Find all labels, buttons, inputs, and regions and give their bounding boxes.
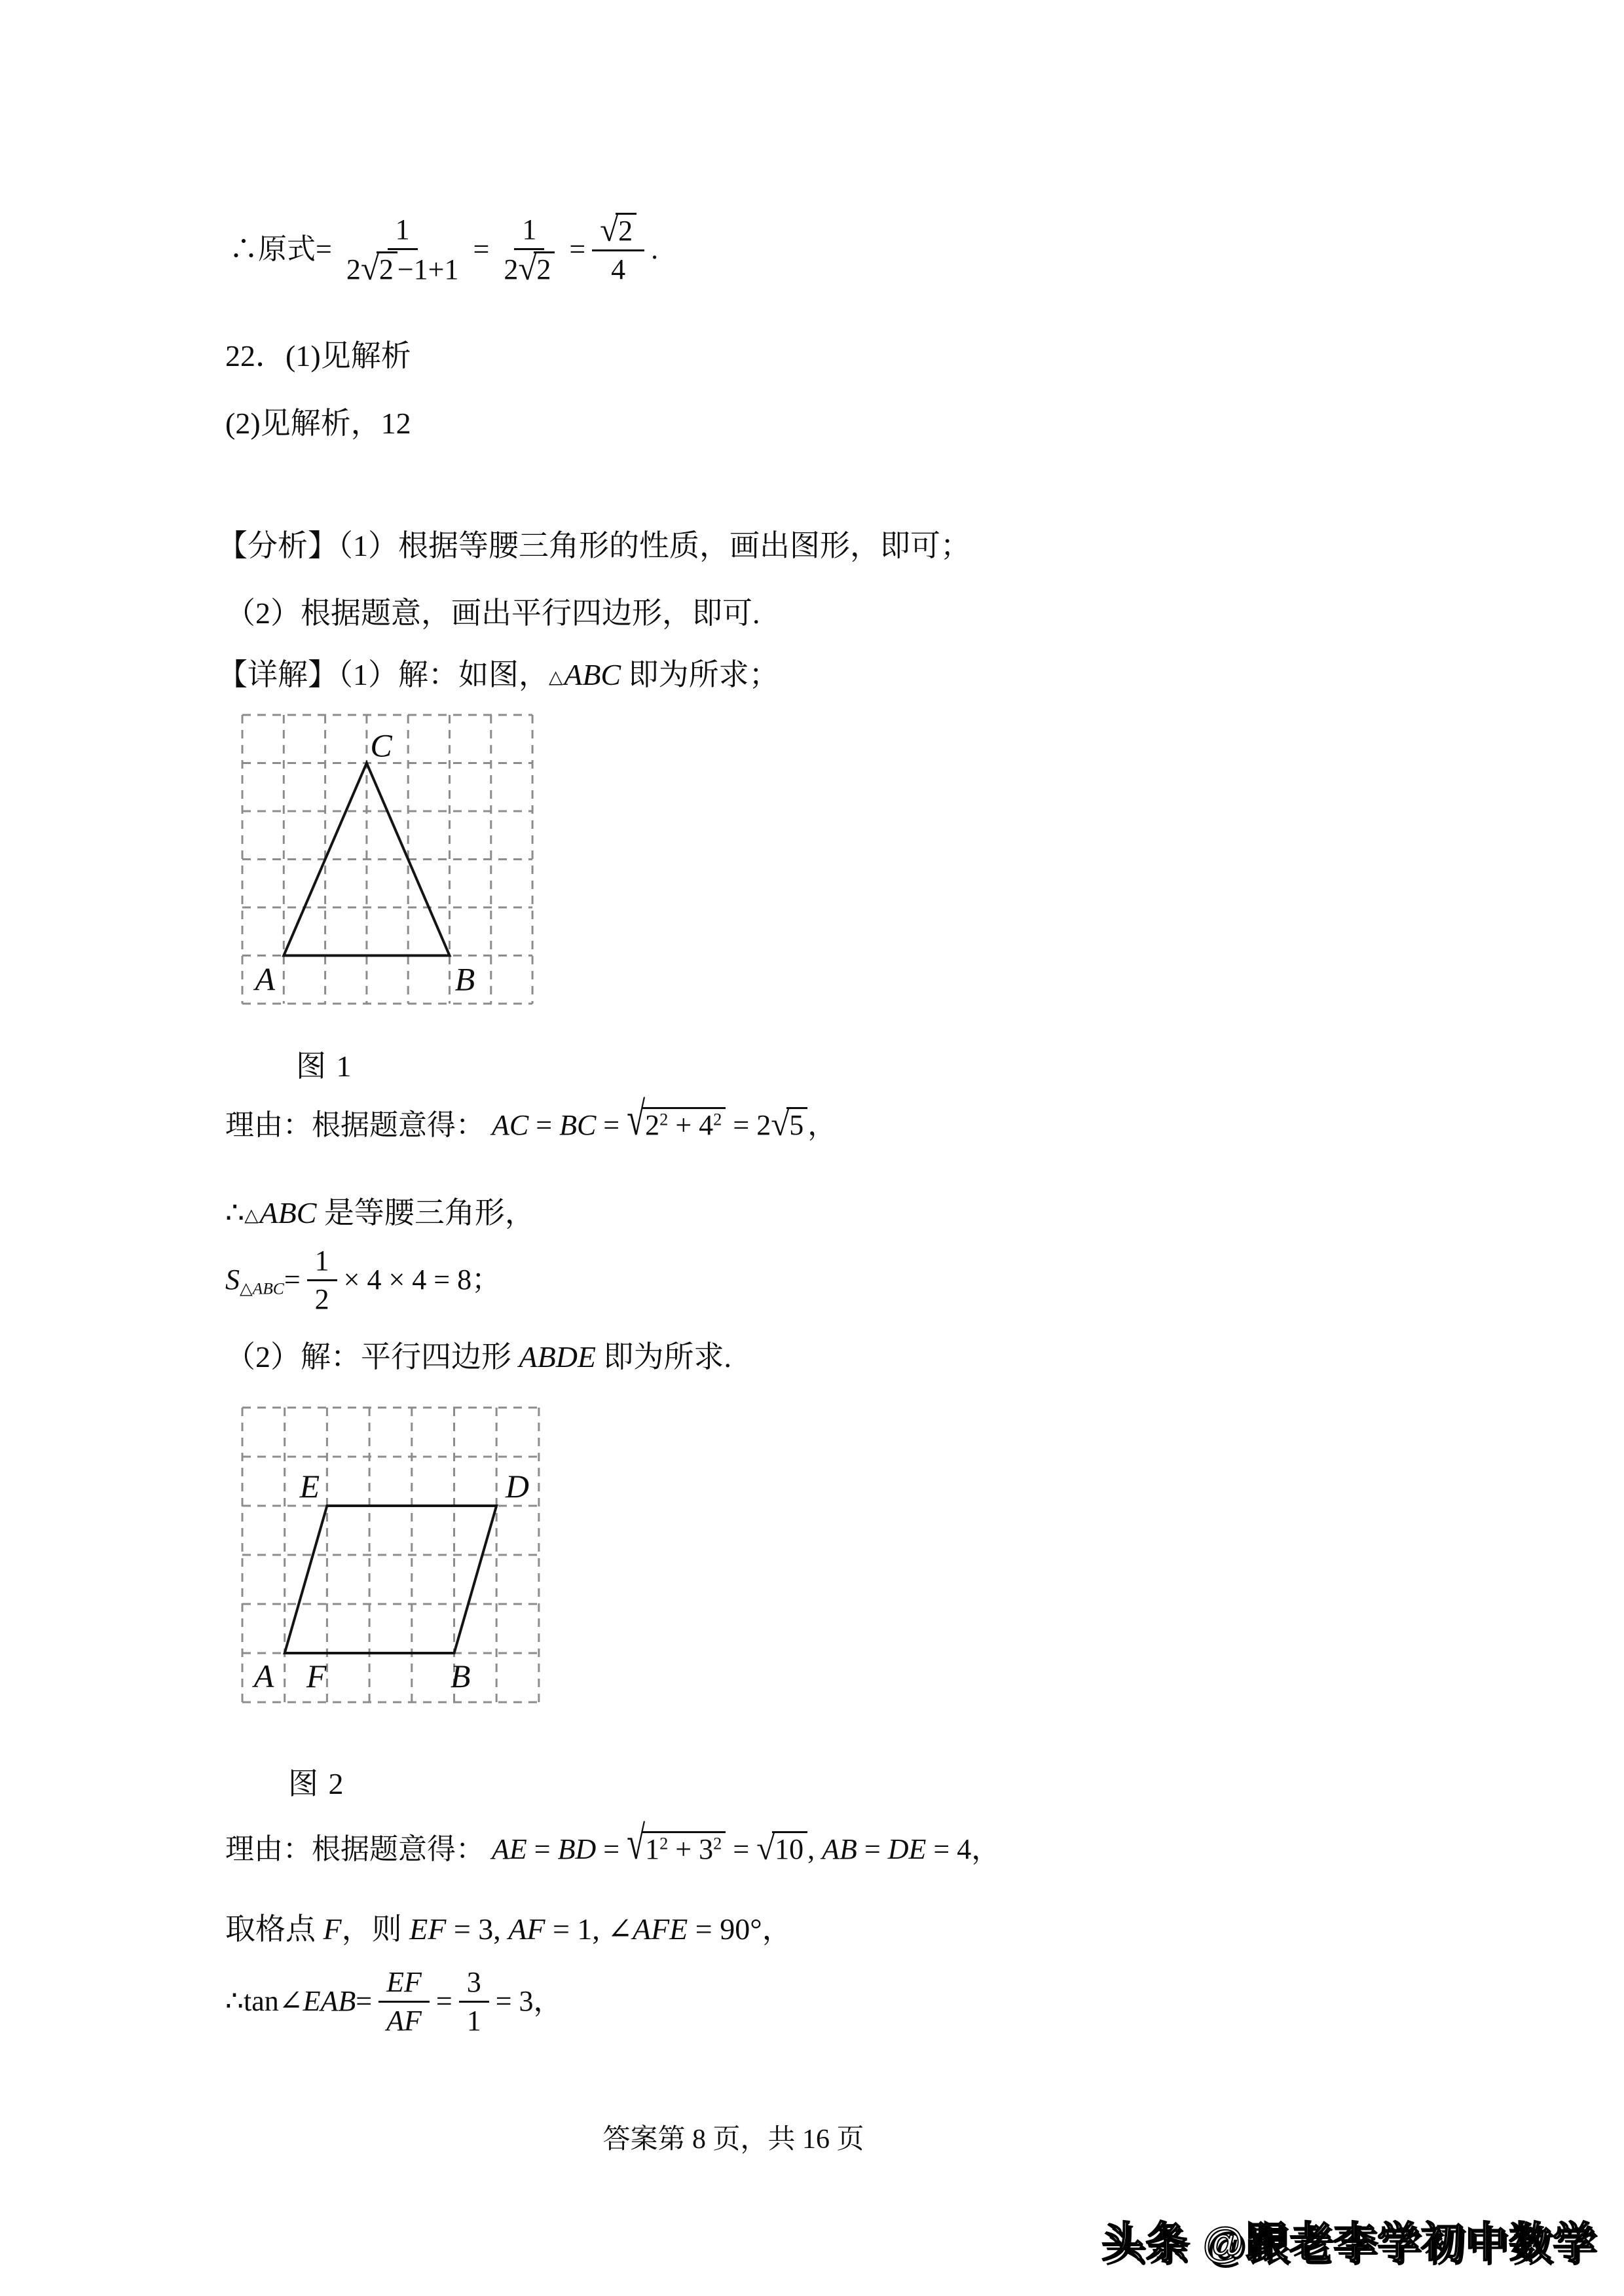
- answer-line-q22: 22．(1)见解析: [225, 339, 411, 373]
- fraction-denominator: AF: [386, 2004, 422, 2037]
- figure-2-caption: 图 2: [288, 1767, 345, 1800]
- answer-line-q22-part2: (2)见解析，12: [225, 407, 411, 440]
- formula-tangent: ∴tan∠ EAB = $\frac{EF}{AF}$ = $\frac{3}{1}$ = 3 ，: [225, 1966, 563, 2037]
- power-term: $1^2$: [645, 1833, 669, 1865]
- fraction: [496, 213, 563, 287]
- vertex-label-D: D: [505, 1468, 529, 1505]
- figure-2-parallelogram-grid: [240, 1405, 542, 1705]
- vertex-label-B: B: [450, 1658, 471, 1695]
- fraction-denominator: 2: [314, 1283, 329, 1315]
- watermark: 头条 @跟老李学初中数学: [1101, 2219, 1597, 2266]
- formula-original-expression: ∴原式= $\frac{1}{2√2 -1+1}$ = $\frac{1}{2√2}$ = $\frac{√2}{4}$ .: [229, 212, 659, 287]
- reason-line-1: 理由：根据题意得： AC = BC = $√2^2 + 4^2 = 2√5$ ，: [225, 1093, 837, 1146]
- fraction-numerator: [592, 213, 644, 251]
- radical-sign: √: [756, 1831, 775, 1868]
- analysis-line-2: （2）根据题意，画出平行四边形，即可.: [225, 596, 760, 630]
- triangle-symbol: △: [549, 666, 563, 687]
- vertex-label-E: E: [299, 1468, 320, 1505]
- power-term: $3^2$: [699, 1833, 722, 1865]
- figure-1-triangle-grid: [240, 712, 535, 1006]
- fraction: [339, 213, 467, 287]
- vertex-label-A: A: [255, 960, 276, 998]
- radicand: $1^2 + 3^2$: [642, 1831, 726, 1866]
- radical-sign: √: [360, 250, 379, 287]
- page-footer: 答案第 8 页，共 16 页: [602, 2124, 864, 2155]
- fraction-numerator: EF: [378, 1965, 430, 2003]
- radical-sign: √: [518, 250, 537, 287]
- vertex-label-C: C: [370, 727, 392, 764]
- sqrt-radical: [627, 1817, 726, 1870]
- part2-solution-line: （2）解：平行四边形 ABDE 即为所求.: [225, 1340, 732, 1374]
- radicand: 10: [772, 1831, 807, 1866]
- detail-line-1: 【详解】（1）解：如图，△ABC 即为所求；: [217, 658, 779, 691]
- parallelogram-abde: [285, 1506, 496, 1653]
- analysis-line-1: 【分析】（1）根据等腰三角形的性质，画出图形，即可；: [217, 529, 970, 562]
- sqrt-radical: [360, 250, 397, 287]
- grid-point-line: 取格点 F，则 EF = 3, AF = 1, ∠AFE = 90°，: [225, 1912, 792, 1946]
- formula-area: $S_{\triangle ABC}$ = $\frac{1}{2}$ × 4 × 4 = 8 ；: [225, 1245, 501, 1315]
- radical-sign: √: [600, 212, 619, 249]
- vertex-label-A: A: [253, 1658, 274, 1695]
- parallelogram-abde-svg: [240, 1405, 542, 1705]
- exponent: 2: [659, 1833, 669, 1853]
- subscripted-term: $S_{\triangle ABC}$: [225, 1264, 284, 1298]
- exponent: 2: [659, 1109, 669, 1129]
- exponent: 2: [713, 1109, 722, 1129]
- radical-sign: √: [627, 1817, 646, 1870]
- fraction-numerator: 1: [388, 213, 418, 250]
- radical-sign: √: [627, 1093, 646, 1146]
- grid-lines: [242, 1408, 539, 1702]
- radicand: 5: [786, 1107, 807, 1142]
- subscript: △ABC: [240, 1279, 284, 1298]
- sqrt-radical: [600, 212, 637, 249]
- isosceles-conclusion-line: ∴△ABC 是等腰三角形，: [225, 1196, 535, 1230]
- fraction-denominator: 1: [466, 2004, 481, 2037]
- triangle-symbol: △: [244, 1204, 259, 1225]
- fraction: [378, 1965, 430, 2038]
- fraction: [592, 213, 644, 287]
- radicand: 2: [616, 213, 637, 247]
- fraction-denominator: 4: [611, 253, 626, 285]
- sqrt-radical: [771, 1106, 807, 1144]
- fraction-numerator: 3: [459, 1965, 489, 2003]
- triangle-abc-svg: [240, 712, 535, 1006]
- fraction-denominator: 2√2: [496, 250, 563, 287]
- exponent: 2: [713, 1833, 722, 1853]
- power-term: $4^2$: [699, 1109, 722, 1141]
- fraction: [459, 1965, 489, 2038]
- radicand: 2: [377, 251, 397, 286]
- fraction-denominator: 2√2 −1+1: [346, 250, 459, 287]
- reason-line-2: 理由：根据题意得： AE = BD = $√1^2 + 3^2 = √10$ , AB = DE = 4，: [225, 1817, 1001, 1870]
- sqrt-radical: [627, 1093, 726, 1146]
- vertex-label-F: F: [306, 1658, 327, 1695]
- fraction-numerator: 1: [514, 213, 544, 250]
- fraction-numerator: 1: [307, 1244, 337, 1281]
- sqrt-radical: [756, 1831, 807, 1868]
- sqrt-radical: [518, 250, 555, 287]
- vertex-label-B: B: [454, 960, 475, 998]
- radical-sign: √: [771, 1106, 790, 1144]
- figure-1-caption: 图 1: [296, 1049, 353, 1083]
- radicand: $2^2 + 4^2$: [642, 1107, 726, 1142]
- radicand: 2: [534, 251, 555, 286]
- fraction: [307, 1244, 337, 1317]
- power-term: $2^2$: [645, 1109, 669, 1141]
